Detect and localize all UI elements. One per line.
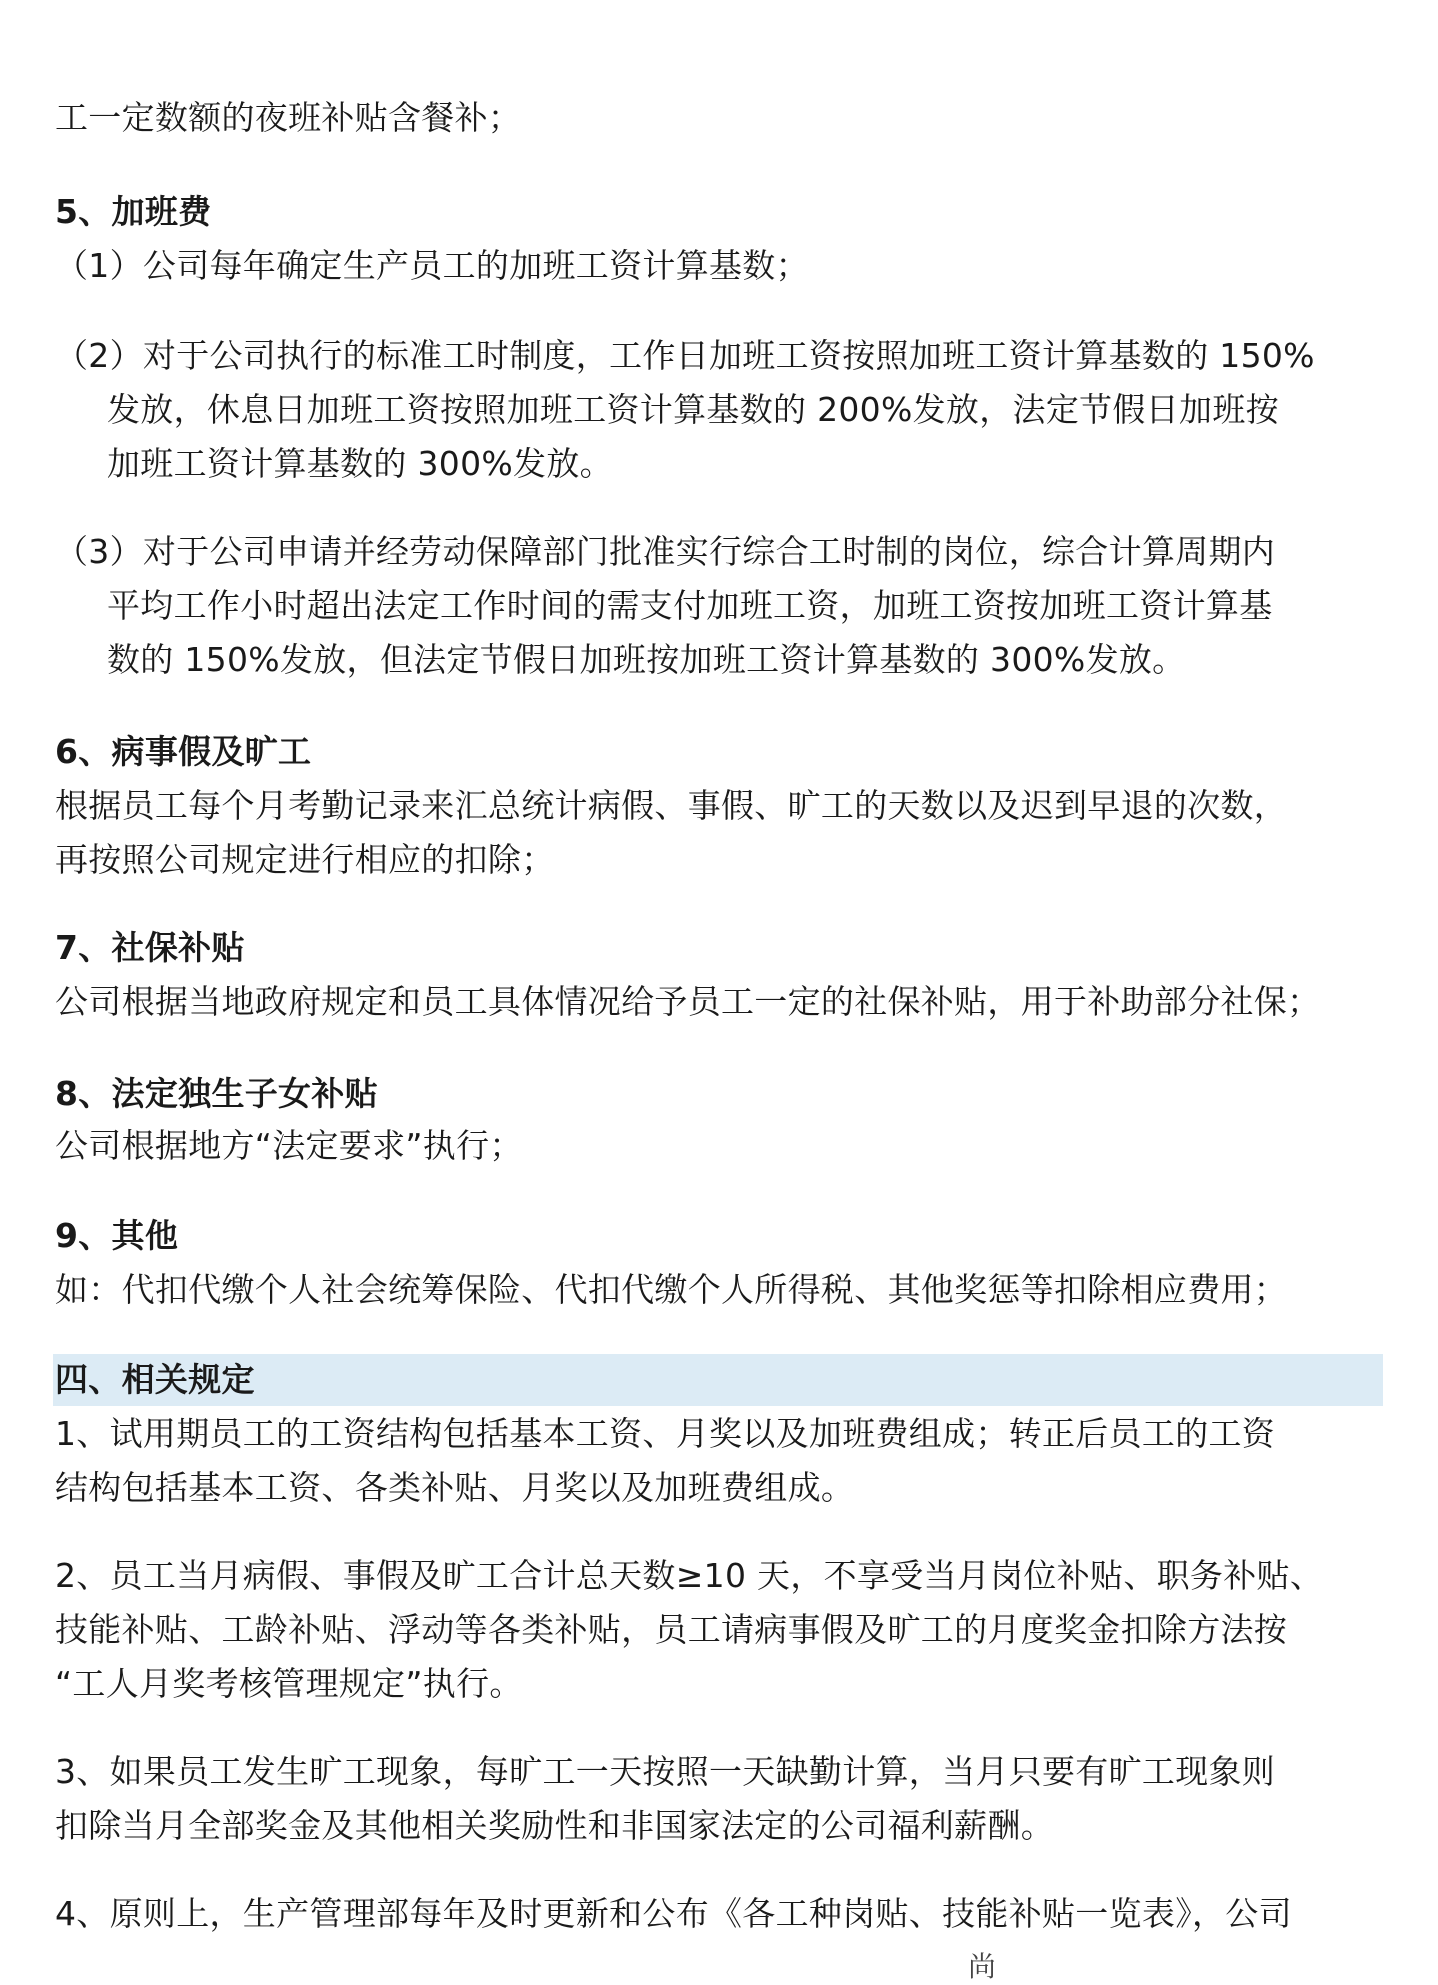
section-8-heading: 8、法定独生子女补贴 bbox=[55, 1074, 378, 1113]
section-7-line-1: 公司根据当地政府规定和员工具体情况给予员工一定的社保补贴，用于补助部分社保； bbox=[55, 982, 1321, 1021]
section-4-para-1-line-2: 结构包括基本工资、各类补贴、月奖以及加班费组成。 bbox=[55, 1468, 855, 1507]
section-5-heading: 5、加班费 bbox=[55, 192, 212, 231]
section-9-heading: 9、其他 bbox=[55, 1216, 179, 1255]
section-6-heading: 6、病事假及旷工 bbox=[55, 732, 312, 771]
section-4-para-4-line-1: 4、原则上，生产管理部每年及时更新和公布《各工种岗贴、技能补贴一览表》，公司 bbox=[55, 1894, 1292, 1933]
section-5-item-3-line-1: （3）对于公司申请并经劳动保障部门批准实行综合工时制的岗位，综合计算周期内 bbox=[55, 532, 1276, 571]
section-4-heading: 四、相关规定 bbox=[55, 1360, 255, 1399]
section-5-item-2-line-1: （2）对于公司执行的标准工时制度，工作日加班工资按照加班工资计算基数的 150% bbox=[55, 336, 1315, 375]
section-5-item-1: （1）公司每年确定生产员工的加班工资计算基数； bbox=[55, 246, 809, 285]
section-5-item-3-line-3: 数的 150%发放，但法定节假日加班按加班工资计算基数的 300%发放。 bbox=[107, 640, 1186, 679]
section-4-para-3-line-1: 3、如果员工发生旷工现象，每旷工一天按照一天缺勤计算，当月只要有旷工现象则 bbox=[55, 1752, 1276, 1791]
section-6-line-2: 再按照公司规定进行相应的扣除； bbox=[55, 840, 555, 879]
section-6-line-1: 根据员工每个月考勤记录来汇总统计病假、事假、旷工的天数以及迟到早退的次数， bbox=[55, 786, 1288, 825]
section-9-line-1: 如：代扣代缴个人社会统筹保险、代扣代缴个人所得税、其他奖惩等扣除相应费用； bbox=[55, 1270, 1288, 1309]
section-4-para-3-line-2: 扣除当月全部奖金及其他相关奖励性和非国家法定的公司福利薪酬。 bbox=[55, 1806, 1054, 1845]
section-5-item-2-line-3: 加班工资计算基数的 300%发放。 bbox=[107, 444, 613, 483]
section-7-heading: 7、社保补贴 bbox=[55, 928, 245, 967]
section-5-item-2-line-2: 发放，休息日加班工资按照加班工资计算基数的 200%发放，法定节假日加班按 bbox=[107, 390, 1279, 429]
section-4-para-2-line-2: 技能补贴、工龄补贴、浮动等各类补贴，员工请病事假及旷工的月度奖金扣除方法按 bbox=[55, 1610, 1288, 1649]
section-8-line-1: 公司根据地方“法定要求”执行； bbox=[55, 1126, 523, 1165]
section-4-para-2-line-3: “工人月奖考核管理规定”执行。 bbox=[55, 1664, 523, 1703]
cut-off-text-fragment: 尚 bbox=[968, 1950, 997, 1983]
section-4-para-1-line-1: 1、试用期员工的工资结构包括基本工资、月奖以及加班费组成；转正后员工的工资 bbox=[55, 1414, 1276, 1453]
section-5-item-3-line-2: 平均工作小时超出法定工作时间的需支付加班工资，加班工资按加班工资计算基 bbox=[107, 586, 1273, 625]
section-4-para-2-line-1: 2、员工当月病假、事假及旷工合计总天数≥10 天，不享受当月岗位补贴、职务补贴、 bbox=[55, 1556, 1324, 1595]
intro-line: 工一定数额的夜班补贴含餐补； bbox=[55, 98, 522, 137]
